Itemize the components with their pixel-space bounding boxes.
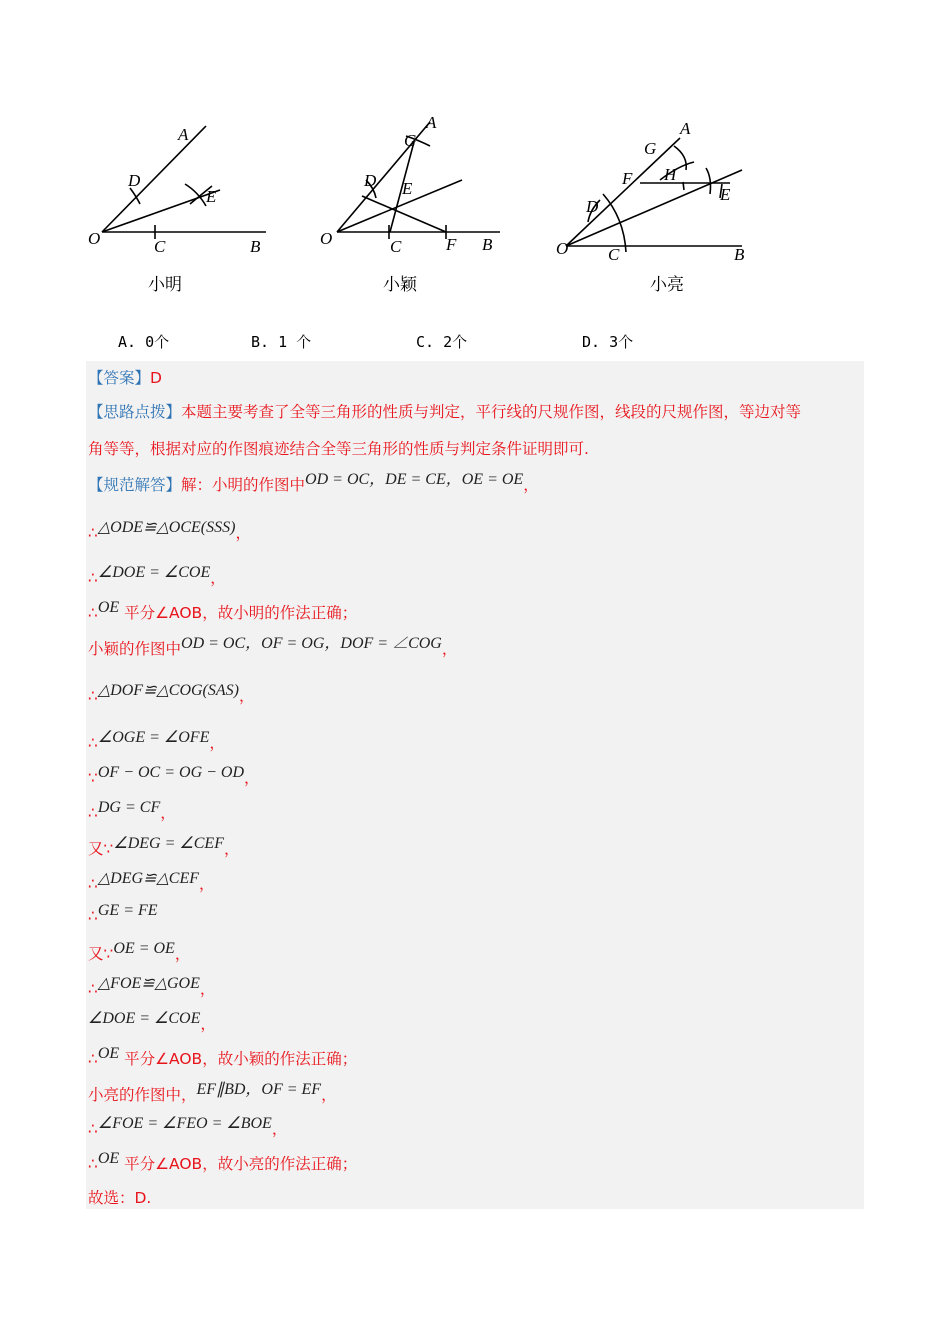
fig2-label-D: D — [364, 171, 377, 190]
solution-math: ∠DOE = ∠COE — [97, 564, 211, 581]
solution-math: GE = FE — [97, 902, 158, 919]
solution-pre: ∴ — [88, 687, 98, 705]
solution-math: ∠FOE = ∠FEO = ∠BOE — [97, 1115, 272, 1132]
solution-line-17 — [88, 1117, 287, 1139]
solution-post: ， — [238, 687, 255, 705]
solution-post: ， — [174, 945, 191, 963]
solution-pre: 又∵ — [88, 945, 114, 963]
solution-line-14 — [88, 1012, 216, 1034]
fig2-label-F: F — [446, 235, 457, 254]
fig2-label-E: E — [402, 179, 413, 198]
solution-post: 平分∠AOB，故小明的作法正确； — [119, 604, 358, 622]
fig2-label-G: G — [404, 131, 417, 150]
fig1-label-D: D — [128, 171, 141, 190]
solution-pre: 解：小明的作图中 — [181, 476, 306, 494]
fig3-label-G: G — [644, 139, 657, 158]
solution-math: DG = CF — [97, 799, 161, 816]
solution-tag: 【规范解答】 — [88, 476, 182, 494]
solution-post: ， — [244, 769, 260, 787]
solution-line-8 — [88, 801, 176, 823]
fig2-label-C: C — [390, 237, 402, 256]
solution-line-7 — [88, 766, 260, 788]
answer-line — [88, 366, 162, 388]
caption-xiaoliang: 小亮 — [650, 275, 684, 295]
construction-figures — [80, 110, 800, 300]
solution-pre: ∴ — [88, 1155, 98, 1173]
solution-line-1 — [88, 521, 251, 543]
fig3-label-C: C — [608, 245, 620, 264]
solution-pre: ∴ — [88, 569, 98, 587]
fig3-label-E: E — [720, 185, 731, 204]
solution-pre: ∴ — [88, 1120, 98, 1138]
hint-text-2: 角等等，根据对应的作图痕迹结合全等三角形的性质与判定条件证明即可. — [88, 440, 589, 458]
solution-line-13 — [88, 977, 215, 999]
option-b: B. 1 个 — [251, 333, 312, 351]
fig2-label-O: O — [320, 229, 333, 248]
solution-post: ， — [321, 1086, 337, 1104]
solution-post: ， — [199, 875, 215, 893]
answer-tag: 【答案】 — [88, 369, 151, 387]
solution-pre: ∴ — [88, 734, 98, 752]
solution-math: △FOE≌△GOE — [97, 975, 200, 992]
solution-post: ， — [200, 1015, 216, 1033]
option-a: A. 0个 — [118, 333, 170, 351]
solution-math: EF∥BD，OF = EF — [196, 1081, 322, 1098]
solution-line-3 — [88, 601, 357, 623]
solution-line-18 — [88, 1152, 357, 1174]
solution-math: OE — [97, 599, 120, 616]
caption-xiaoming: 小明 — [148, 275, 182, 295]
solution-post: ， — [223, 840, 240, 858]
solution-line-19 — [88, 1186, 151, 1208]
hint-line-1 — [88, 400, 801, 422]
fig3-label-B: B — [734, 245, 745, 264]
option-c: C. 2个 — [416, 333, 468, 351]
caption-xiaoying: 小颖 — [383, 275, 417, 295]
solution-line-11 — [88, 902, 158, 926]
fig3-label-D: D — [586, 197, 599, 216]
solution-line-5 — [88, 684, 255, 706]
solution-post: ， — [271, 1120, 288, 1138]
fig2-label-B: B — [482, 235, 493, 254]
hint-line-2 — [88, 437, 589, 459]
solution-math: OE — [97, 1045, 120, 1062]
solution-math: OF − OC = OG − OD — [97, 764, 245, 781]
solution-line-2 — [88, 566, 226, 588]
solution-post: 平分∠AOB，故小亮的作法正确； — [119, 1155, 358, 1173]
solution-pre: ∵ — [88, 769, 98, 787]
solution-pre: ∴ — [88, 804, 98, 822]
solution-math: OE — [97, 1150, 120, 1167]
solution-pre: ∴ — [88, 875, 98, 893]
solution-pre: ∴ — [88, 524, 98, 542]
solution-math: OE = OE — [113, 940, 175, 957]
solution-math: ∠OGE = ∠OFE — [97, 729, 210, 746]
fig3-label-O: O — [556, 239, 569, 258]
solution-post: ， — [160, 804, 176, 822]
solution-line-0 — [88, 472, 539, 495]
solution-post: ， — [209, 734, 225, 752]
solution-line-12 — [88, 942, 190, 964]
solution-math: OD = OC，DE = CE，OE = OE — [305, 471, 524, 488]
answer-value: D — [150, 369, 162, 387]
solution-line-9 — [88, 837, 239, 859]
option-d: D. 3个 — [582, 333, 634, 351]
hint-text-1: 本题主要考查了全等三角形的性质与判定，平行线的尺规作图，线段的尺规作图，等边对等 — [181, 403, 802, 421]
solution-pre: 故选：D. — [88, 1189, 152, 1207]
solution-post: ， — [523, 476, 539, 494]
fig3-label-H: H — [664, 165, 677, 184]
fig1-label-A: A — [178, 125, 189, 144]
fig3-label-A: A — [680, 119, 691, 138]
fig1-label-C: C — [154, 237, 166, 256]
figures-svg — [80, 110, 800, 300]
solution-pre: ∴ — [88, 1050, 98, 1068]
solution-math: ∠DOE = ∠COE — [88, 1010, 201, 1027]
solution-line-16 — [88, 1082, 337, 1105]
fig2-label-A: A — [426, 113, 437, 132]
solution-line-10 — [88, 872, 215, 894]
solution-pre: 小颖的作图中 — [88, 640, 182, 658]
solution-pre: ∴ — [88, 907, 98, 925]
solution-post: ， — [441, 640, 458, 658]
solution-post: ， — [210, 569, 226, 587]
solution-math: OD = OC，OF = OG，DOF = ∠COG — [181, 635, 442, 652]
solution-line-15 — [88, 1047, 357, 1069]
hint-tag: 【思路点拨】 — [88, 403, 182, 421]
fig1-label-B: B — [250, 237, 261, 256]
solution-math: ∠DEG = ∠CEF — [113, 835, 224, 852]
solution-math: △DOF≌△COG(SAS) — [97, 682, 239, 699]
solution-post: ， — [235, 524, 251, 542]
solution-line-6 — [88, 731, 225, 753]
solution-math: △DEG≌△CEF — [97, 870, 199, 887]
fig3-label-F: F — [622, 169, 633, 188]
fig1-label-O: O — [88, 229, 101, 248]
solution-post: ， — [199, 980, 216, 998]
solution-pre: 又∵ — [88, 840, 114, 858]
solution-pre: 小亮的作图中， — [88, 1086, 197, 1104]
solution-line-4 — [88, 636, 457, 659]
solution-pre: ∴ — [88, 604, 98, 622]
solution-post: 平分∠AOB，故小颖的作法正确； — [119, 1050, 358, 1068]
solution-math: △ODE≌△OCE(SSS) — [97, 519, 236, 536]
fig1-label-E: E — [206, 187, 217, 206]
solution-pre: ∴ — [88, 980, 98, 998]
